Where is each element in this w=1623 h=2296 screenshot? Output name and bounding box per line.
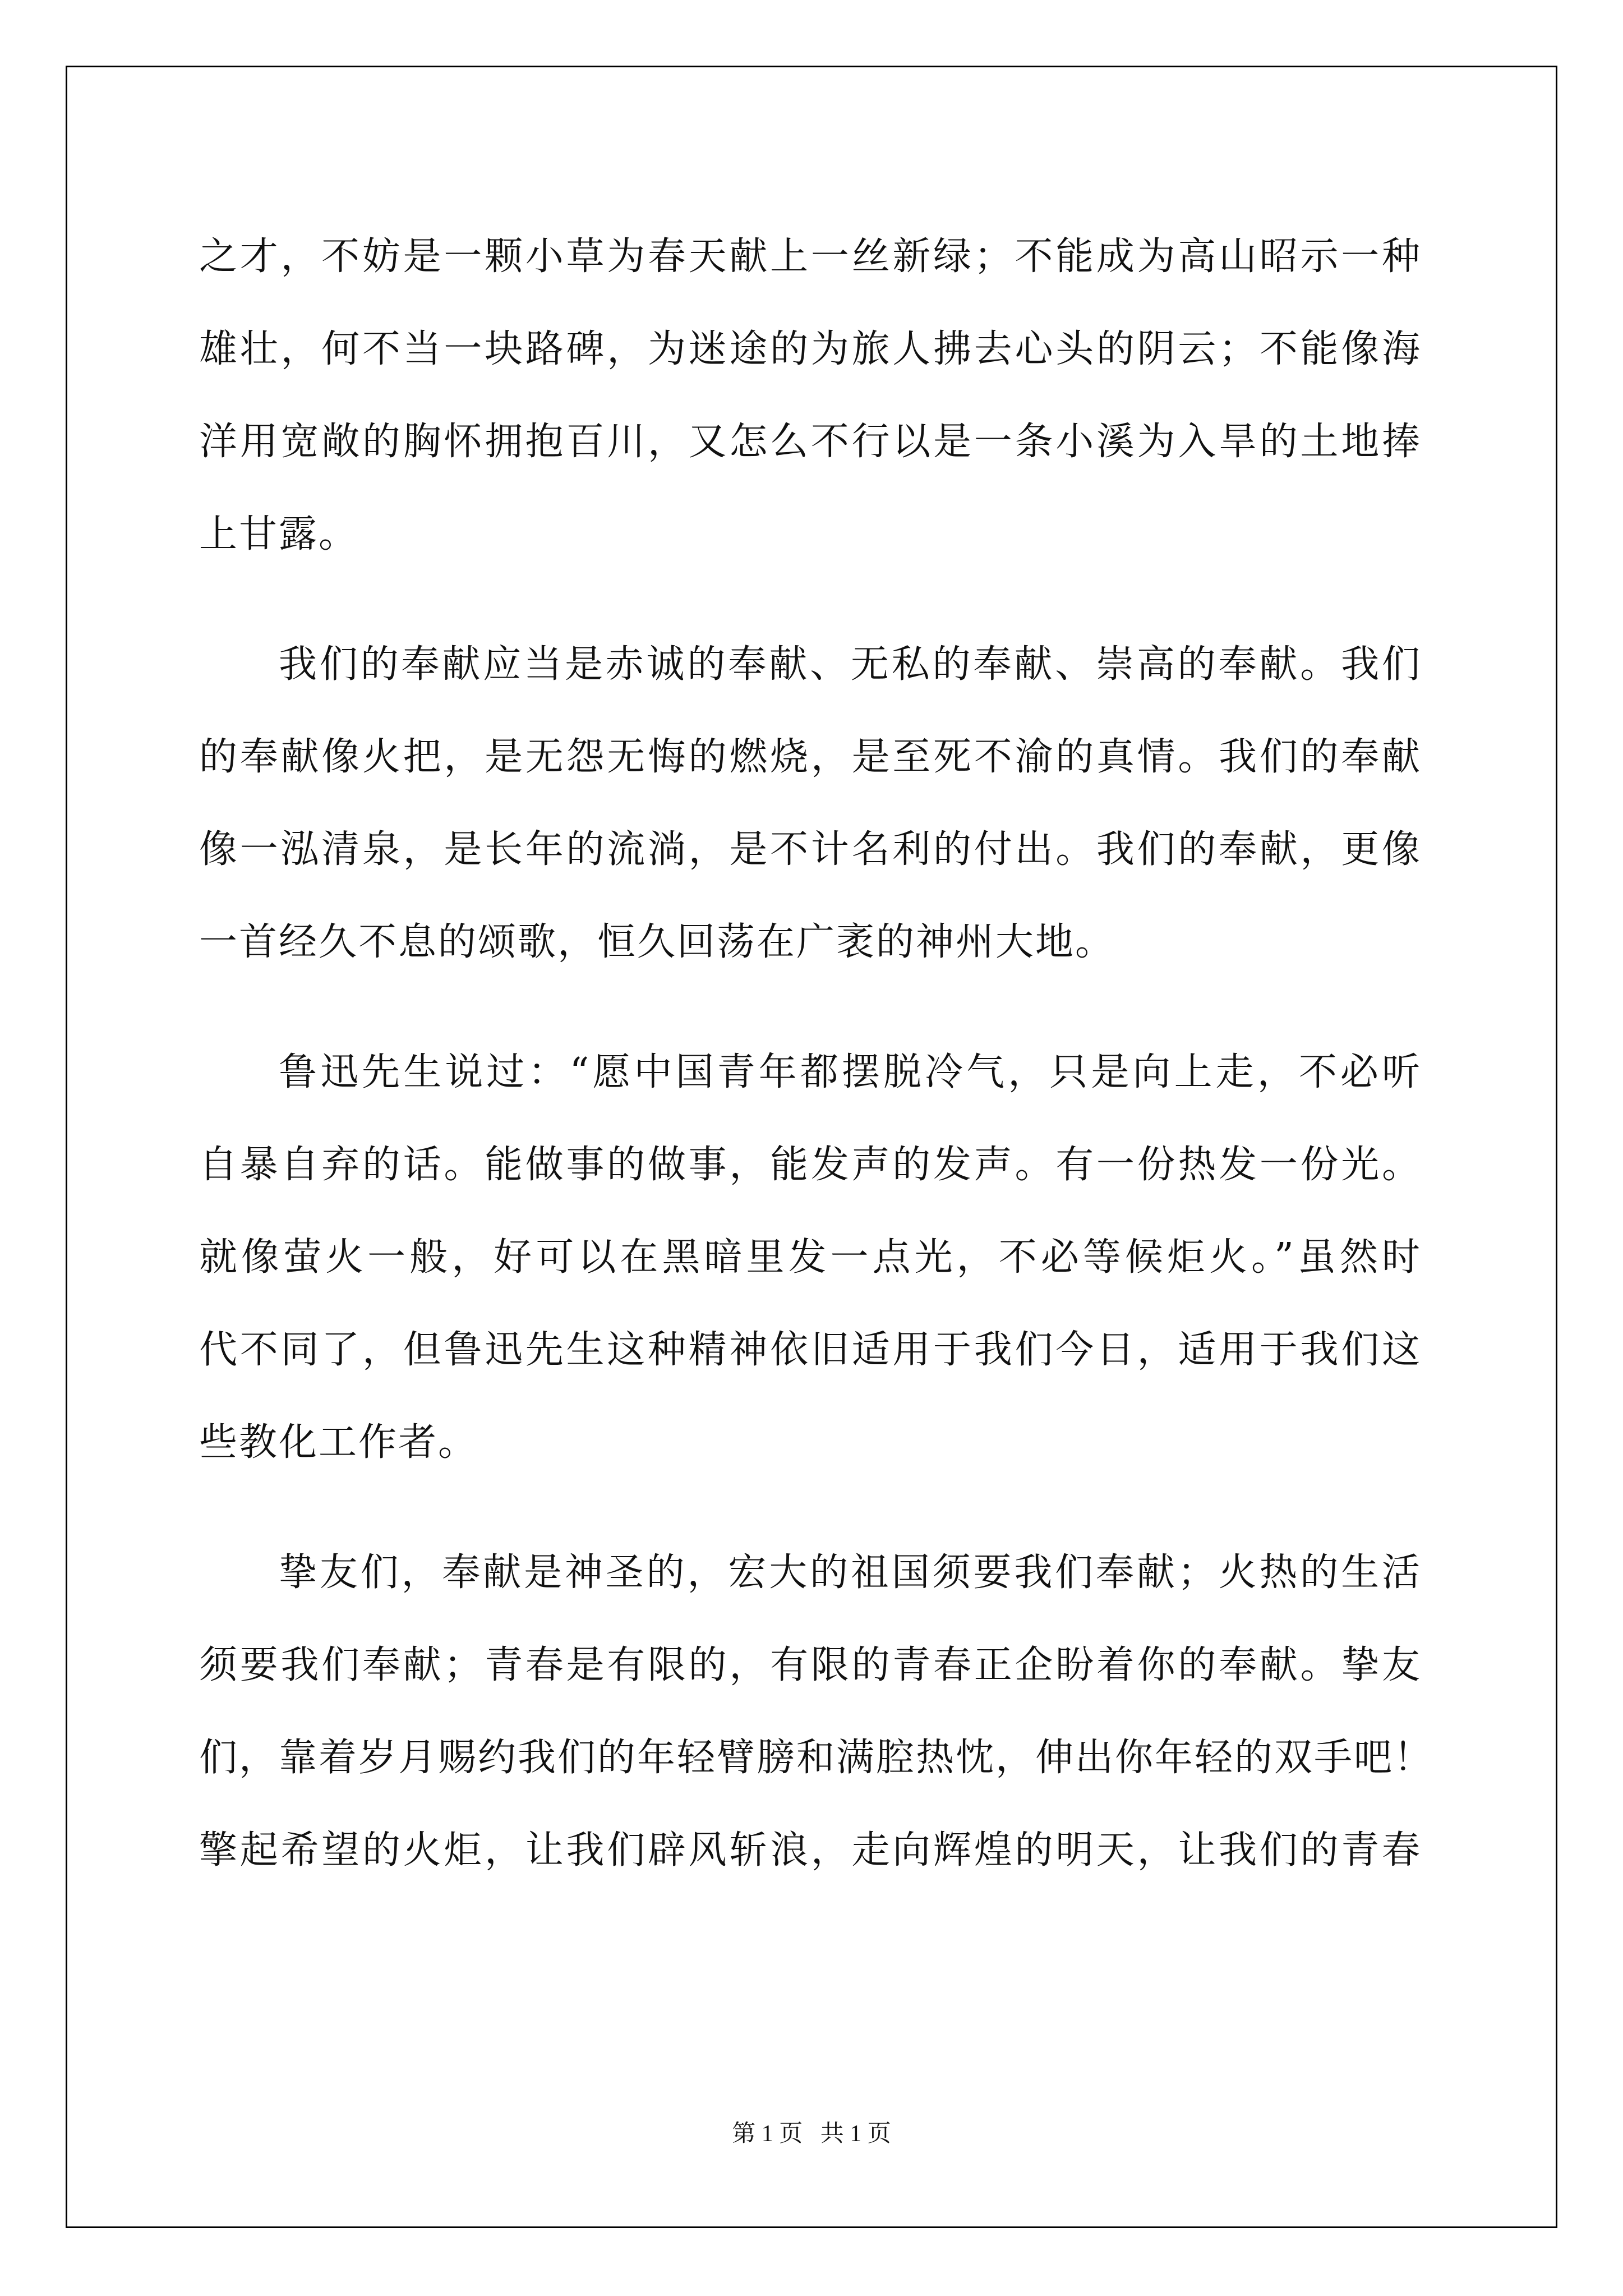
paragraph <box>199 210 1422 581</box>
text-line: 擎起希望的火炬，让我们辟风斩浪，走向辉煌的明天，让我们的青春 <box>199 1828 1422 1872</box>
text-line: 像一泓清泉，是长年的流淌，是不计名利的付出。我们的奉献，更像 <box>199 827 1422 872</box>
text-line: 们，靠着岁月赐约我们的年轻臂膀和满腔热忱，伸出你年轻的双手吧！ <box>199 1736 1434 1780</box>
text-line: 上甘露。 <box>199 512 359 556</box>
text-line: 挚友们，奉献是神圣的，宏大的祖国须要我们奉献；火热的生活 <box>279 1550 1422 1595</box>
text-line: 代不同了，但鲁迅先生这种精神依旧适用于我们今日，适用于我们这 <box>199 1328 1422 1372</box>
text-line: 须要我们奉献；青春是有限的，有限的青春正企盼着你的奉献。挚友 <box>199 1643 1422 1687</box>
page-number-footer: 第 1 页 共 1 页 <box>732 2121 891 2147</box>
text-line: 鲁迅先生说过：“愿中国青年都摆脱冷气，只是向上走，不必听 <box>279 1050 1422 1094</box>
text-line: 就像萤火一般，好可以在黑暗里发一点光，不必等候炬火。”虽然时 <box>199 1235 1422 1280</box>
text-line: 自暴自弃的话。能做事的做事，能发声的发声。有一份热发一份光。 <box>199 1143 1422 1187</box>
text-line: 雄壮，何不当一块路碑，为迷途的为旅人拂去心头的阴云；不能像海 <box>199 327 1422 371</box>
text-line: 一首经久不息的颂歌，恒久回荡在广袤的神州大地。 <box>199 920 1115 964</box>
paragraph <box>199 618 1422 988</box>
text-line: 之才，不妨是一颗小草为春天献上一丝新绿；不能成为高山昭示一种 <box>199 234 1422 279</box>
text-line: 些教化工作者。 <box>199 1420 478 1465</box>
paragraph <box>199 1026 1422 1489</box>
paragraph <box>199 1526 1434 1897</box>
text-line: 洋用宽敞的胸怀拥抱百川，又怎么不行以是一条小溪为入旱的土地捧 <box>199 420 1422 464</box>
document-body <box>199 210 1434 1897</box>
text-line: 我们的奉献应当是赤诚的奉献、无私的奉献、崇高的奉献。我们 <box>279 642 1422 687</box>
text-line: 的奉献像火把，是无怨无悔的燃烧，是至死不渝的真情。我们的奉献 <box>199 735 1422 779</box>
